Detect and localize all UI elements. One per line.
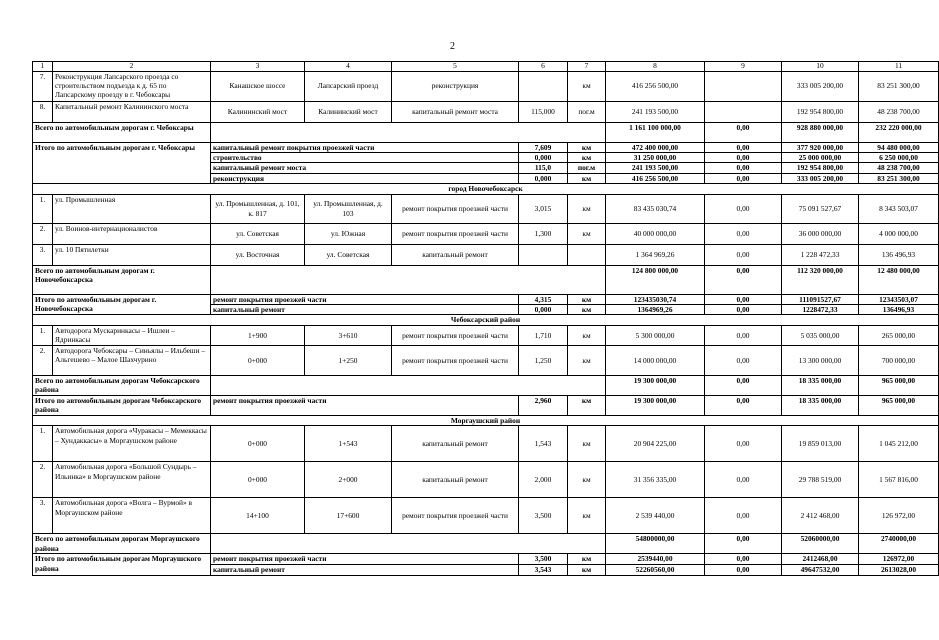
table-cell: км [568,462,606,498]
table-cell: 1,300 [519,223,568,244]
table-cell: 0,00 [705,244,782,265]
table-cell: 1 567 816,00 [859,462,939,498]
col-header: 6 [519,62,568,72]
table-row [33,462,939,498]
table-cell: 123435030,74 [606,294,705,304]
table-cell: 1,250 [519,345,568,375]
table-cell: 5 035 000,00 [782,325,859,345]
table-cell: 54800000,00 [606,534,705,554]
table-cell: ул. Советская [305,244,392,265]
table-cell: 0,00 [705,142,782,152]
table-cell: км [568,325,606,345]
table-cell: 5 300 000,00 [606,325,705,345]
table-cell: 0,000 [519,304,568,314]
table-cell: 700 000,00 [859,345,939,375]
table-cell: 1. [33,325,53,345]
table-cell: ул. Воинов-интернационалистов [53,223,211,244]
table-cell: 12 480 000,00 [859,265,939,294]
table-cell: 4,315 [519,294,568,304]
table-cell: Итого по автомобильным дорогам Чебоксарского района [33,395,211,415]
table-cell: Моргаушский район [33,415,939,425]
table-cell: 0,00 [705,294,782,304]
table-cell: 83 251 300,00 [859,173,939,183]
table-cell: 1 045 212,00 [859,426,939,462]
table-cell: 83 251 300,00 [859,71,939,101]
table-cell: 333 005 200,00 [782,173,859,183]
table-cell: 48 238 700,00 [859,163,939,173]
table-cell: 3,015 [519,194,568,223]
table-cell: ремонт покрытия проезжей части [392,194,519,223]
table-cell: км [568,395,606,415]
table-cell: капитальный ремонт [392,426,519,462]
table-cell: 472 400 000,00 [606,142,705,152]
table-row [33,101,939,122]
table-cell: 1364969,26 [606,304,705,314]
table-cell: 17+600 [305,498,392,534]
table-cell: 416 256 500,00 [606,173,705,183]
table-cell: Итого по автомобильным дорогам г. Чебоксары [33,142,211,184]
table-cell [705,71,782,101]
table-cell: 232 220 000,00 [859,122,939,142]
table-cell: 6 250 000,00 [859,152,939,162]
table-cell: 18 335 000,00 [782,375,859,395]
table-cell: 52260560,00 [606,565,705,576]
table-cell: 1+250 [305,345,392,375]
table-cell: 1 364 969,26 [606,244,705,265]
col-header: 5 [392,62,519,72]
table-cell: 1,543 [519,426,568,462]
table-cell: 1228472,33 [782,304,859,314]
table-cell: км [568,194,606,223]
table-cell: 94 480 000,00 [859,142,939,152]
table-row [33,194,939,223]
table-cell: 377 920 000,00 [782,142,859,152]
table-cell: км [568,304,606,314]
table-cell: пог.м [568,101,606,122]
table-cell: 115,0 [519,163,568,173]
table-cell: км [568,565,606,576]
table-cell: 0,00 [705,375,782,395]
table-cell: реконструкция [392,71,519,101]
table-cell: город Новочебоксарск [33,184,939,194]
table-cell: 1. [33,194,53,223]
table-cell: 48 238 700,00 [859,101,939,122]
table-cell: 0+000 [211,345,305,375]
table-cell: 3,500 [519,498,568,534]
table-cell: Итого по автомобильным дорогам Моргаушского района [33,554,211,576]
table-cell: ремонт покрытия проезжей части [211,395,519,415]
table-cell: капитальный ремонт покрытия проезжей части [211,142,519,152]
table-cell: ремонт покрытия проезжей части [392,223,519,244]
table-cell: 0,00 [705,554,782,565]
table-cell: 126 972,00 [859,498,939,534]
table-cell: 4 000 000,00 [859,223,939,244]
col-header: 7 [568,62,606,72]
table-cell: капитальный ремонт [211,565,519,576]
table-cell: 265 000,00 [859,325,939,345]
total-row [33,122,939,142]
table-cell: 0,00 [705,194,782,223]
table-cell: 416 256 500,00 [606,71,705,101]
table-cell: 0,00 [705,462,782,498]
table-cell: 2. [33,462,53,498]
table-cell: строительство [211,152,519,162]
table-cell: км [568,345,606,375]
table-cell: 965 000,00 [859,375,939,395]
table-cell: 136 496,93 [859,244,939,265]
table-cell [211,534,606,554]
table-cell: 0,00 [705,122,782,142]
col-header: 10 [782,62,859,72]
table-cell: 965 000,00 [859,395,939,415]
summary-row [33,395,939,415]
table-cell: капитальный ремонт [211,304,519,314]
summary-row [33,554,939,565]
summary-row [33,294,939,304]
table-cell: ремонт покрытия проезжей части [211,294,519,304]
table-cell: 2539440,00 [606,554,705,565]
table-cell: 2 539 440,00 [606,498,705,534]
table-cell: 241 193 500,00 [606,101,705,122]
table-cell: км [568,223,606,244]
table-cell: 2. [33,345,53,375]
table-cell: 126972,00 [859,554,939,565]
table-cell: 3. [33,498,53,534]
table-cell: 0,00 [705,163,782,173]
table-cell: 25 000 000,00 [782,152,859,162]
table-cell: 2740000,00 [859,534,939,554]
page-number: 2 [450,41,455,52]
table-cell: ул. 10 Пятилетки [53,244,211,265]
table-cell: км [568,426,606,462]
table-cell: 0,00 [705,426,782,462]
table-cell: 0+000 [211,426,305,462]
table-cell: Автомобильная дорога «Чуракасы – Мемеккасы – Хундаккасы» в Моргаушском районе [53,426,211,462]
table-cell: 31 250 000,00 [606,152,705,162]
table-cell: Калининский мост [305,101,392,122]
table-cell: 0,00 [705,223,782,244]
table-cell: 0,00 [705,265,782,294]
table-cell: км [568,71,606,101]
table-cell: 3+610 [305,325,392,345]
summary-row [33,142,939,152]
table-cell: км [568,498,606,534]
table-cell: ремонт покрытия проезжей части [211,554,519,565]
table-cell: капитальный ремонт моста [211,163,519,173]
col-header: 3 [211,62,305,72]
table-cell: 19 300 000,00 [606,375,705,395]
table-cell: ул. Восточная [211,244,305,265]
table-cell: 0,00 [705,304,782,314]
table-cell: Канашское шоссе [211,71,305,101]
table-cell: Калининский мост [211,101,305,122]
column-number-row [33,62,939,72]
table-cell: Чебоксарский район [33,315,939,325]
table-cell: км [568,173,606,183]
table-cell: ул. Промышленная [53,194,211,223]
table-cell: 12343503,07 [859,294,939,304]
table-cell: Автодорога Мускаринкасы – Ишлеи – Ядринкасы [53,325,211,345]
table-cell: 2+000 [305,462,392,498]
section-heading [33,315,939,325]
table-cell: 0,00 [705,173,782,183]
table-cell: 0,00 [705,152,782,162]
table-cell: 2. [33,223,53,244]
table-cell: 29 788 519,00 [782,462,859,498]
table-cell: Автодорога Чебоксары – Синьялы – Ильбеши – Альгешево – Малое Шахчурино [53,345,211,375]
table-cell: 333 005 200,00 [782,71,859,101]
table-cell: ул. Промышленная, д. 103 [305,194,392,223]
col-header: 8 [606,62,705,72]
table-cell: 111091527,67 [782,294,859,304]
table-cell: 14 000 000,00 [606,345,705,375]
table-row [33,71,939,101]
table-cell: 2412468,00 [782,554,859,565]
total-row [33,534,939,554]
table-cell: 83 435 030,74 [606,194,705,223]
table-row [33,244,939,265]
section-heading [33,184,939,194]
table-cell: Всего по автомобильным дорогам Моргаушского района [33,534,211,554]
table-cell: 2,000 [519,462,568,498]
table-cell [211,122,606,142]
table-cell: 1 228 472,33 [782,244,859,265]
table-cell: ремонт покрытия проезжей части [392,498,519,534]
table-cell: 2613028,00 [859,565,939,576]
table-cell: Всего по автомобильным дорогам г. Новочебоксарска [33,265,211,294]
table-cell: 2,960 [519,395,568,415]
table-cell: 36 000 000,00 [782,223,859,244]
table-cell: ремонт покрытия проезжей части [392,325,519,345]
table-cell: пог.м [568,163,606,173]
table-cell: 0,00 [705,345,782,375]
table-row [33,498,939,534]
table-cell: 14+100 [211,498,305,534]
table-cell [211,265,606,294]
table-cell: 7,609 [519,142,568,152]
table-cell: ул. Южная [305,223,392,244]
table-cell: ул. Советская [211,223,305,244]
table-cell: Итого по автомобильным дорогам г. Новочебоксарска [33,294,211,315]
table-cell: 0,000 [519,152,568,162]
table-cell: капитальный ремонт [392,244,519,265]
table-cell: км [568,142,606,152]
col-header: 2 [53,62,211,72]
table-cell: Всего по автомобильным дорогам Чебоксарского района [33,375,211,395]
table-cell [519,71,568,101]
total-row [33,265,939,294]
table-cell: 0,000 [519,173,568,183]
table-cell [519,244,568,265]
table-cell: 19 300 000,00 [606,395,705,415]
table-cell: 49647532,00 [782,565,859,576]
total-row [33,375,939,395]
table-cell: 13 300 000,00 [782,345,859,375]
table-cell: 1,710 [519,325,568,345]
table-cell: 3. [33,244,53,265]
table-cell: 1+543 [305,426,392,462]
section-heading [33,415,939,425]
table-cell: Реконструкция Лапсарского проезда со строительством подъезда к д. 65 по Лапсарскому проезду в г. Чебоксары [53,71,211,101]
table-cell: км [568,554,606,565]
table-cell: 192 954 800,00 [782,163,859,173]
table-cell: 7. [33,71,53,101]
table-cell: 928 880 000,00 [782,122,859,142]
table-cell: 20 904 225,00 [606,426,705,462]
table-cell: 52060000,00 [782,534,859,554]
table-cell: Автомобильная дорога «Волга – Вурмой» в Моргаушском районе [53,498,211,534]
table-cell: 0+000 [211,462,305,498]
table-cell: Автомобильная дорога «Большой Сундырь – Ильинка» в Моргаушском районе [53,462,211,498]
table-cell: ул. Промышленная, д. 101, к. 817 [211,194,305,223]
table-cell: 115,000 [519,101,568,122]
table-cell: Капитальный ремонт Калининского моста [53,101,211,122]
table-cell: 0,00 [705,325,782,345]
table-cell: Лапсарский проезд [305,71,392,101]
table-row [33,223,939,244]
table-cell: 0,00 [705,565,782,576]
table-row [33,325,939,345]
table-cell [705,101,782,122]
table-cell: ремонт покрытия проезжей части [392,345,519,375]
table-cell: 3,543 [519,565,568,576]
col-header: 1 [33,62,53,72]
table-cell: 1. [33,426,53,462]
table-cell: 1+900 [211,325,305,345]
table-cell: 2 412 468,00 [782,498,859,534]
table-row [33,345,939,375]
table-cell [568,244,606,265]
table-cell: реконструкция [211,173,519,183]
table-row [33,426,939,462]
table-cell: 31 356 335,00 [606,462,705,498]
table-cell: 0,00 [705,498,782,534]
table-cell: 0,00 [705,395,782,415]
road-works-table [32,61,939,576]
table-cell: капитальный ремонт [392,462,519,498]
col-header: 4 [305,62,392,72]
table-cell: 8 343 503,07 [859,194,939,223]
table-cell: 192 954 800,00 [782,101,859,122]
table-cell: км [568,294,606,304]
table-cell: 75 091 527,67 [782,194,859,223]
table-cell: капитальный ремонт моста [392,101,519,122]
table-cell [211,375,606,395]
table-cell: Всего по автомобильным дорогам г. Чебоксары [33,122,211,142]
col-header: 11 [859,62,939,72]
table-cell: 8. [33,101,53,122]
table-cell: 1 161 100 000,00 [606,122,705,142]
table-cell: 241 193 500,00 [606,163,705,173]
table-cell: 19 859 013,00 [782,426,859,462]
table-cell: 136496,93 [859,304,939,314]
table-cell: 0,00 [705,534,782,554]
table-cell: 40 000 000,00 [606,223,705,244]
table-cell: 112 320 000,00 [782,265,859,294]
table-cell: 18 335 000,00 [782,395,859,415]
col-header: 9 [705,62,782,72]
table-cell: 3,500 [519,554,568,565]
table-cell: км [568,152,606,162]
table-cell: 124 800 000,00 [606,265,705,294]
